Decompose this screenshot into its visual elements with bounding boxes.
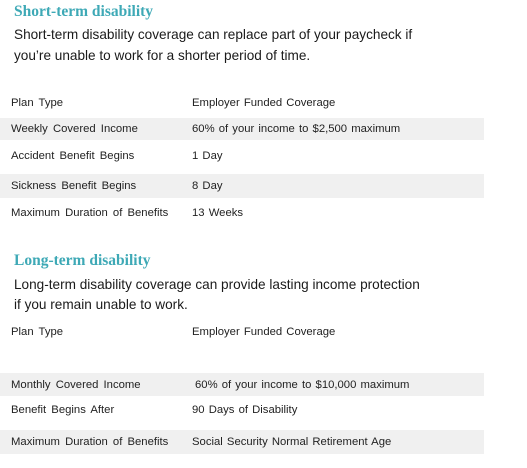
row-value: Employer Funded Coverage — [192, 326, 336, 338]
row-label: Maximum Duration of Benefits — [11, 207, 169, 219]
short-term-row-maximum-duration — [0, 203, 484, 225]
long-term-row-monthly-covered-income — [0, 373, 484, 396]
row-value: 60% of your income to $10,000 maximum — [195, 379, 410, 391]
short-term-title: Short-term disability — [14, 3, 154, 20]
long-term-description-line-2: if you remain unable to work. — [14, 297, 188, 312]
row-value: 90 Days of Disability — [192, 404, 298, 416]
short-term-description-line-1: Short-term disability coverage can replace part of your paycheck if — [14, 27, 413, 42]
row-value: Social Security Normal Retirement Age — [192, 436, 392, 448]
row-value: 60% of your income to $2,500 maximum — [192, 123, 401, 135]
row-value: 8 Day — [192, 180, 223, 192]
short-term-row-accident-benefit — [0, 146, 484, 168]
short-term-row-weekly-covered-income — [0, 118, 484, 140]
row-value: 13 Weeks — [192, 207, 244, 219]
long-term-title: Long-term disability — [14, 252, 151, 269]
long-term-row-plan-type — [0, 323, 484, 345]
row-label: Benefit Begins After — [11, 404, 115, 416]
row-value: Employer Funded Coverage — [192, 97, 336, 109]
row-label: Monthly Covered Income — [11, 379, 141, 391]
row-label: Accident Benefit Begins — [11, 150, 135, 162]
row-label: Sickness Benefit Begins — [11, 180, 137, 192]
short-term-description-line-2: you’re unable to work for a shorter period of time. — [14, 48, 311, 63]
long-term-row-benefit-begins-after — [0, 400, 484, 422]
short-term-row-sickness-benefit — [0, 174, 484, 198]
row-label: Plan Type — [11, 97, 64, 109]
row-value: 1 Day — [192, 150, 223, 162]
long-term-description-line-1: Long-term disability coverage can provide lasting income protection — [14, 277, 420, 292]
long-term-row-maximum-duration — [0, 430, 484, 454]
row-label: Maximum Duration of Benefits — [11, 436, 169, 448]
row-label: Plan Type — [11, 326, 64, 338]
row-label: Weekly Covered Income — [11, 123, 138, 135]
short-term-row-plan-type — [0, 93, 484, 115]
